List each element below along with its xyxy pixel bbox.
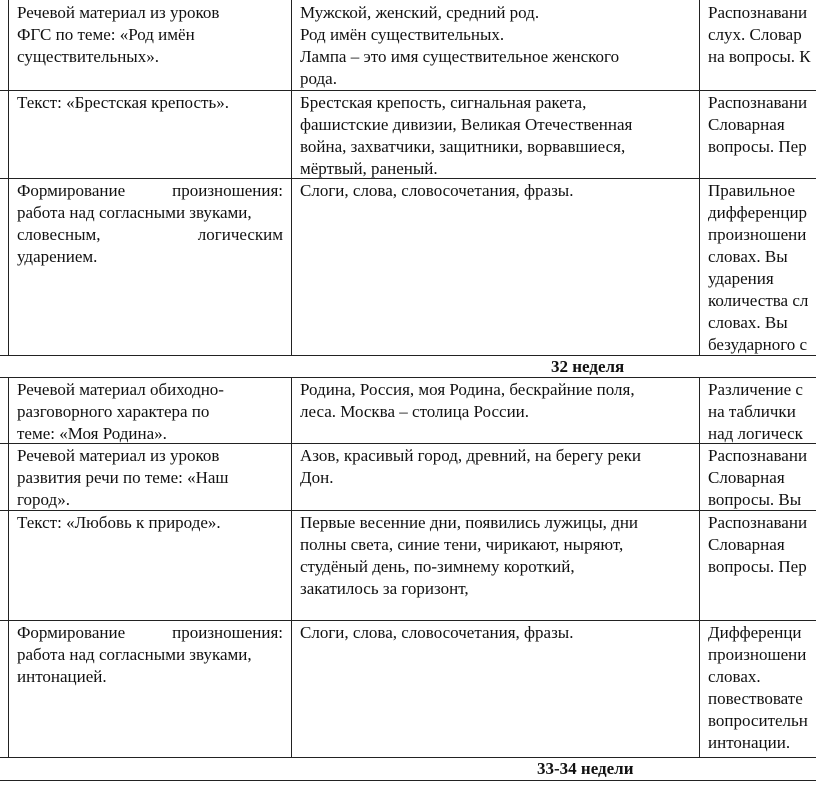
topic-line: Текст: «Любовь к природе». bbox=[17, 513, 221, 532]
row-divider bbox=[0, 355, 816, 356]
topic-cell bbox=[17, 379, 287, 445]
activity-line: Распознавани bbox=[708, 446, 808, 465]
material-line: полны света, синие тени, чирикают, ныряют, bbox=[300, 535, 624, 554]
column-divider bbox=[8, 0, 9, 355]
material-cell bbox=[300, 180, 696, 202]
activity-line: Правильное bbox=[708, 181, 796, 200]
activity-line: вопросы. Вы bbox=[708, 490, 802, 509]
topic-line: Речевой материал из уроков bbox=[17, 446, 220, 465]
activity-line: словах. bbox=[708, 667, 761, 686]
activity-cell bbox=[708, 445, 816, 511]
material-cell bbox=[300, 512, 696, 600]
activity-line: Дифференци bbox=[708, 623, 802, 642]
activity-line: произношени bbox=[708, 645, 807, 664]
activity-line: вопросы. Пер bbox=[708, 137, 807, 156]
material-line: Азов, красивый город, древний, на берегу реки bbox=[300, 446, 641, 465]
topic-cell bbox=[17, 180, 283, 268]
topic-line: существительных». bbox=[17, 47, 159, 66]
row-divider bbox=[0, 620, 816, 621]
topic-cell bbox=[17, 92, 287, 114]
material-line: Мужской, женский, средний род. bbox=[300, 3, 540, 22]
topic-line: работа над согласными звуками, bbox=[17, 645, 252, 664]
activity-line: вопросительн bbox=[708, 711, 808, 730]
topic-line: Текст: «Брестская крепость». bbox=[17, 93, 229, 112]
activity-line: безударного с bbox=[708, 335, 808, 354]
activity-line: Распознавани bbox=[708, 93, 808, 112]
material-line: закатилось за горизонт, bbox=[300, 579, 469, 598]
topic-cell bbox=[17, 512, 287, 534]
activity-line: на таблички bbox=[708, 402, 796, 421]
material-line: Род имён существительных. bbox=[300, 25, 505, 44]
topic-line: Речевой материал из уроков bbox=[17, 3, 220, 22]
topic-line: интонацией. bbox=[17, 667, 107, 686]
activity-line: над логическ bbox=[708, 424, 803, 443]
column-divider bbox=[699, 377, 700, 757]
row-divider bbox=[0, 377, 816, 378]
activity-line: словах. Вы bbox=[708, 313, 788, 332]
row-divider bbox=[0, 780, 816, 781]
activity-line: дифференцир bbox=[708, 203, 808, 222]
material-line: Лампа – это имя существительное женского bbox=[300, 47, 620, 66]
material-line: рода. bbox=[300, 69, 337, 88]
material-line: Родина, Россия, моя Родина, бескрайние поля, bbox=[300, 380, 635, 399]
week-heading: 33-34 недели bbox=[537, 759, 634, 778]
material-cell bbox=[300, 2, 696, 90]
activity-line: вопросы. Пер bbox=[708, 557, 807, 576]
topic-cell bbox=[17, 2, 287, 68]
activity-line: Словарная bbox=[708, 468, 785, 487]
activity-line: количества сл bbox=[708, 291, 809, 310]
week-heading: 32 неделя bbox=[551, 357, 625, 376]
topic-line: разговорного характера по bbox=[17, 402, 210, 421]
material-line: Слоги, слова, словосочетания, фразы. bbox=[300, 623, 574, 642]
activity-line: Словарная bbox=[708, 115, 785, 134]
topic-line: Формирование произношения: bbox=[17, 623, 283, 642]
topic-cell bbox=[17, 445, 287, 511]
material-line: Слоги, слова, словосочетания, фразы. bbox=[300, 181, 574, 200]
activity-line: Различение с bbox=[708, 380, 803, 399]
activity-line: интонации. bbox=[708, 733, 791, 752]
row-divider bbox=[0, 757, 816, 758]
row-divider bbox=[0, 90, 816, 91]
material-cell bbox=[300, 379, 696, 423]
activity-line: Словарная bbox=[708, 535, 785, 554]
activity-line: слух. Словар bbox=[708, 25, 802, 44]
activity-line: словах. Вы bbox=[708, 247, 788, 266]
column-divider bbox=[699, 0, 700, 355]
topic-line: теме: «Моя Родина». bbox=[17, 424, 167, 443]
activity-cell bbox=[708, 92, 816, 158]
material-line: леса. Москва – столица России. bbox=[300, 402, 530, 421]
topic-line: работа над согласными звуками, bbox=[17, 203, 252, 222]
material-cell bbox=[300, 92, 696, 180]
topic-line: город». bbox=[17, 490, 70, 509]
topic-line: словесным, логическим bbox=[17, 225, 283, 244]
material-line: студёный день, по-зимнему короткий, bbox=[300, 557, 575, 576]
column-divider bbox=[8, 377, 9, 757]
activity-cell bbox=[708, 2, 816, 68]
activity-line: Распознавани bbox=[708, 3, 808, 22]
activity-line: на вопросы. К bbox=[708, 47, 811, 66]
material-line: война, захватчики, защитники, ворвавшиеся, bbox=[300, 137, 626, 156]
material-line: мёртвый, раненый. bbox=[300, 159, 438, 178]
activity-cell bbox=[708, 622, 816, 754]
topic-cell bbox=[17, 622, 283, 688]
activity-line: ударения bbox=[708, 269, 774, 288]
column-divider bbox=[291, 0, 292, 355]
topic-line: ударением. bbox=[17, 247, 98, 266]
topic-line: Речевой материал обиходно- bbox=[17, 380, 224, 399]
material-cell bbox=[300, 445, 696, 489]
activity-cell bbox=[708, 512, 816, 578]
topic-line: развития речи по теме: «Наш bbox=[17, 468, 229, 487]
topic-line: ФГС по теме: «Род имён bbox=[17, 25, 195, 44]
activity-line: повествовате bbox=[708, 689, 803, 708]
topic-line: Формирование произношения: bbox=[17, 181, 283, 200]
activity-cell bbox=[708, 180, 816, 356]
material-line: фашистские дивизии, Великая Отечественная bbox=[300, 115, 633, 134]
activity-line: произношени bbox=[708, 225, 807, 244]
material-line: Брестская крепость, сигнальная ракета, bbox=[300, 93, 587, 112]
activity-cell bbox=[708, 379, 816, 445]
material-line: Дон. bbox=[300, 468, 334, 487]
material-cell bbox=[300, 622, 696, 644]
material-line: Первые весенние дни, появились лужицы, дни bbox=[300, 513, 639, 532]
activity-line: Распознавани bbox=[708, 513, 808, 532]
column-divider bbox=[291, 377, 292, 757]
